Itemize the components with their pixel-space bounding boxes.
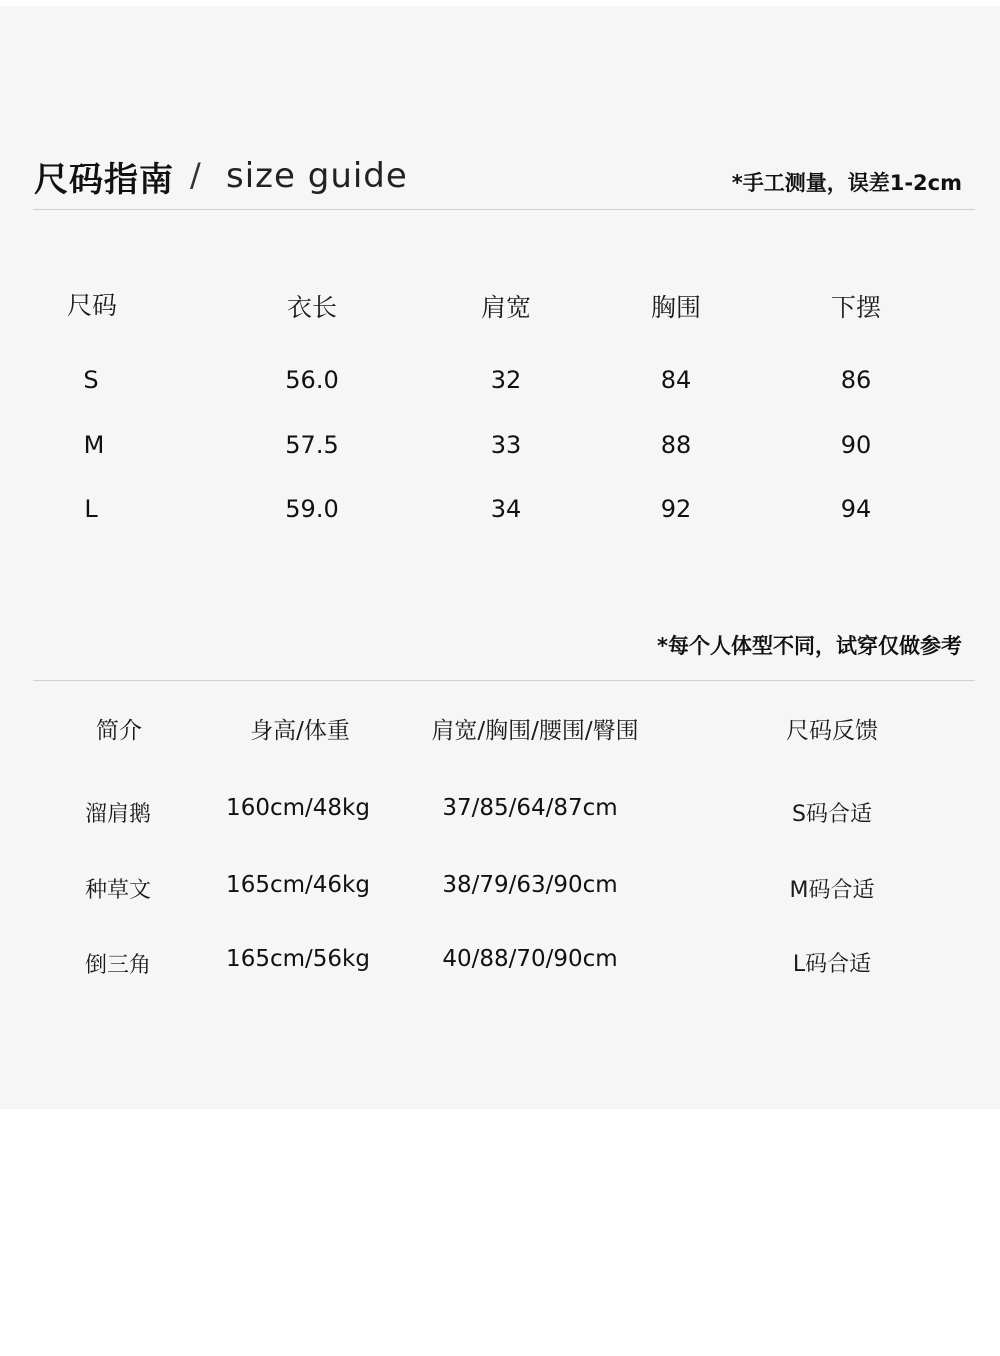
header-length: 衣长 bbox=[286, 293, 338, 322]
header-size: 尺码 bbox=[66, 291, 118, 320]
size-feedback: S码合适 bbox=[792, 802, 872, 827]
header-size-feedback: 尺码反馈 bbox=[786, 718, 878, 744]
header-shoulder: 肩宽 bbox=[480, 293, 532, 322]
length-value: 57.5 bbox=[285, 431, 339, 459]
length-value: 59.0 bbox=[285, 495, 339, 523]
height-weight-value: 160cm/48kg bbox=[226, 795, 370, 821]
chest-value: 88 bbox=[660, 431, 692, 459]
length-value: 56.0 bbox=[285, 366, 339, 394]
chest-value: 92 bbox=[660, 495, 692, 523]
fit-note: *每个人体型不同，试穿仅做参考 bbox=[657, 634, 962, 658]
hem-value: 86 bbox=[840, 366, 872, 394]
size-feedback: M码合适 bbox=[789, 878, 875, 903]
shoulder-value: 33 bbox=[490, 431, 522, 459]
hem-value: 94 bbox=[840, 495, 872, 523]
measurements-value: 37/85/64/87cm bbox=[442, 795, 618, 821]
shoulder-value: 32 bbox=[490, 366, 522, 394]
profile-name: 倒三角 bbox=[84, 953, 152, 978]
fit-divider bbox=[33, 680, 975, 681]
size-label: M bbox=[83, 431, 105, 459]
size-label: S bbox=[83, 366, 99, 394]
header-hem: 下摆 bbox=[830, 293, 882, 322]
header-profile: 简介 bbox=[96, 718, 142, 744]
header-height-weight: 身高/体重 bbox=[250, 718, 350, 744]
header-measurements: 肩宽/胸围/腰围/臀围 bbox=[431, 718, 639, 744]
profile-name: 种草文 bbox=[84, 878, 152, 903]
measurement-note: *手工测量，误差1-2cm bbox=[731, 171, 962, 195]
hem-value: 90 bbox=[840, 431, 872, 459]
measurements-value: 38/79/63/90cm bbox=[442, 872, 618, 898]
page-title: 尺码指南 bbox=[34, 160, 174, 200]
size-label: L bbox=[84, 495, 98, 523]
page-subtitle: size guide bbox=[226, 156, 408, 196]
height-weight-value: 165cm/46kg bbox=[226, 872, 370, 898]
header-divider bbox=[33, 209, 975, 210]
title-separator: / bbox=[190, 156, 201, 194]
header-chest: 胸围 bbox=[650, 293, 702, 322]
size-feedback: L码合适 bbox=[792, 952, 872, 977]
measurements-value: 40/88/70/90cm bbox=[442, 946, 618, 972]
shoulder-value: 34 bbox=[490, 495, 522, 523]
chest-value: 84 bbox=[660, 366, 692, 394]
profile-name: 溜肩鹅 bbox=[84, 802, 152, 827]
size-guide-panel bbox=[0, 6, 1000, 1109]
height-weight-value: 165cm/56kg bbox=[226, 946, 370, 972]
